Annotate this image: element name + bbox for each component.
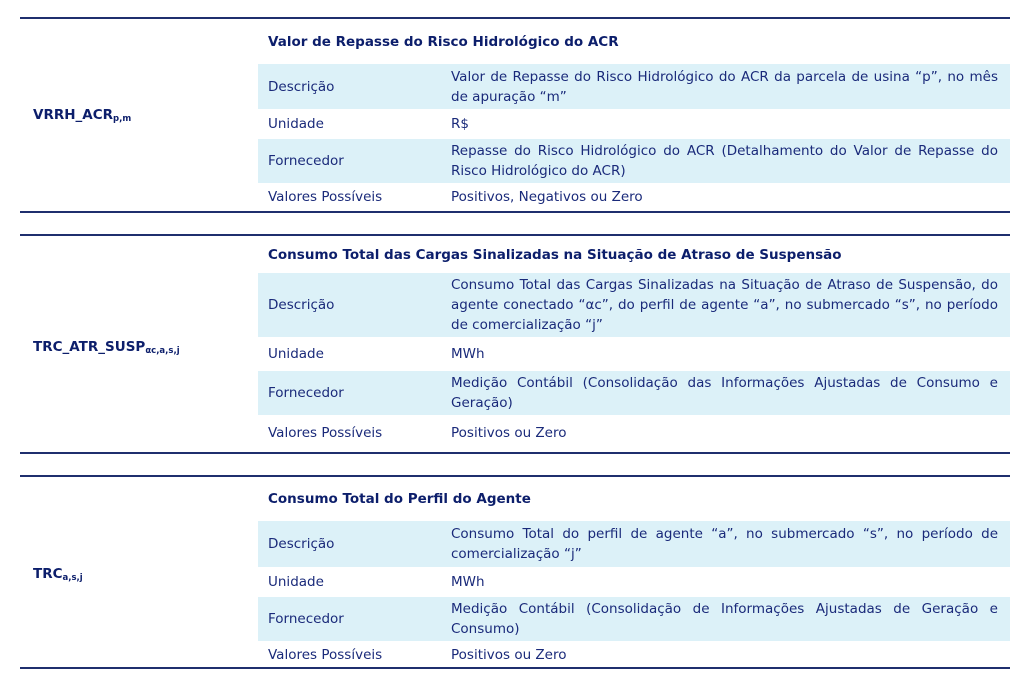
variable-name [33,566,83,583]
definition-title: Consumo Total do Perfil do Agente [268,491,531,507]
valores-value: Positivos ou Zero [451,425,567,441]
variable-name-subscript: p,m [113,114,132,124]
unidade-row [258,567,1010,597]
variable-name-main: VRRH_ACR [33,107,114,123]
unidade-label: Unidade [268,574,324,590]
valores-row [258,183,1010,211]
descricao-label: Descrição [268,78,335,95]
variable-block-trc [20,475,1010,669]
unidade-row [258,109,1010,139]
unidade-label: Unidade [268,116,324,132]
fornecedor-row [258,371,1010,415]
fornecedor-label: Fornecedor [268,153,344,169]
fornecedor-label: Fornecedor [268,611,344,627]
variable-name-main: TRC_ATR_SUSP [33,339,146,355]
fornecedor-row [258,597,1010,641]
variable-name-main: TRC [33,566,63,582]
unidade-value: MWh [451,574,485,590]
fornecedor-value: Repasse do Risco Hidrológico do ACR (Detalhamento do Valor de Repasse do Risco Hidrológico do ACR) [451,143,998,179]
variable-block-trc-atr-susp [20,234,1010,454]
valores-value: Positivos, Negativos ou Zero [451,189,643,205]
valores-label: Valores Possíveis [268,189,383,205]
descricao-value: Valor de Repasse do Risco Hidrológico do ACR da parcela de usina “p”, no mês de apuração “m” [451,68,998,105]
valores-row [258,418,1010,448]
descricao-value: Consumo Total do perfil de agente “a”, no submercado “s”, no período de comercialização “j” [451,526,998,562]
unidade-row [258,337,1010,371]
descricao-value: Consumo Total das Cargas Sinalizadas na Situação de Atraso de Suspensão, do agente conectado “αc”, do perfil de agente “a”, no submercado “s”, no período de comercialização “j” [451,277,998,333]
variable-name-subscript: αc,a,s,j [145,346,180,356]
fornecedor-value: Medição Contábil (Consolidação das Informações Ajustadas de Consumo e Geração) [451,375,998,411]
valores-value: Positivos ou Zero [451,647,567,663]
unidade-value: R$ [451,116,469,132]
unidade-label: Unidade [268,346,324,362]
variable-name [33,107,131,124]
descricao-row [258,273,1010,337]
descricao-label: Descrição [268,536,335,552]
descricao-row [258,64,1010,109]
unidade-value: MWh [451,346,485,362]
variable-block-vrrh-acr [20,17,1010,213]
fornecedor-row [258,139,1010,183]
variable-name-subscript: a,s,j [62,573,83,583]
fornecedor-label: Fornecedor [268,385,344,401]
valores-label: Valores Possíveis [268,425,383,441]
descricao-row [258,521,1010,567]
definition-title: Valor de Repasse do Risco Hidrológico do ACR [268,34,619,50]
variable-name [33,339,180,356]
valores-label: Valores Possíveis [268,647,383,663]
descricao-label: Descrição [268,297,335,313]
fornecedor-value: Medição Contábil (Consolidação de Informações Ajustadas de Geração e Consumo) [451,601,998,637]
valores-row [258,641,1010,669]
definition-title: Consumo Total das Cargas Sinalizadas na Situação de Atraso de Suspensão [268,247,842,263]
